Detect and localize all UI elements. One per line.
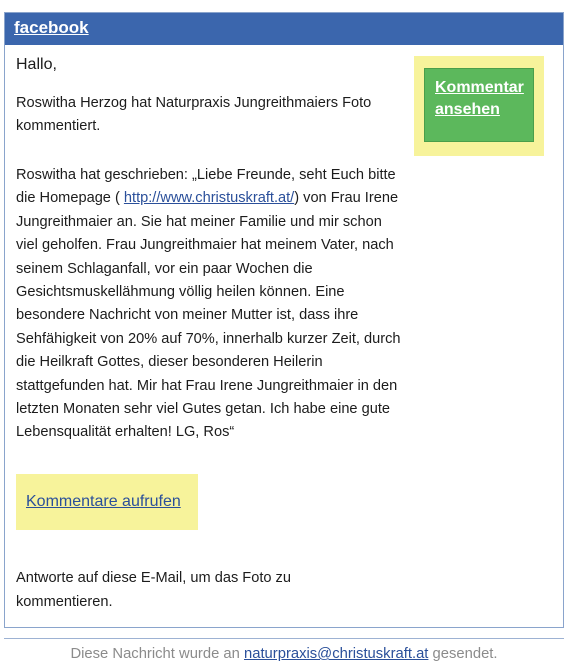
reply-instruction: Antworte auf diese E-Mail, um das Foto zu kommentieren. — [16, 569, 291, 610]
comment-intro: Roswitha hat geschrieben: „Liebe Freunde, seht Euch bitte die Homepage ( — [16, 167, 396, 207]
footer-divider — [4, 638, 564, 639]
view-comment-highlight — [414, 56, 544, 156]
footer-note — [4, 646, 564, 662]
facebook-header — [5, 13, 563, 45]
open-comments-link[interactable]: Kommentare aufrufen — [26, 493, 181, 510]
recipient-email-link[interactable]: naturpraxis@christuskraft.at — [243, 646, 429, 662]
comment-body: ) von Frau Irene Jungreithmaier an. Sie hat meiner Familie und mir schon viel geholfen. Frau Jungreithmaier hat meinem Vater, nach seinem Schlaganfall, vor ein paar Wochen die Gesichtsmuskellähmung völlig heilen können. Eine besondere Nachricht von meiner Mutter ist, dass ihre Sehfähigkeit von 20% auf 70%, innerhalb kurzer Zeit, durch die Heilkraft Gottes, dieser besonderen Heilerin stattgefunden hat. Mir hat Frau Irene Jungreithmaier in den letzten Monaten sehr viel Gutes getan. Ich habe eine gute Lebensqualität erhalten! LG, Ros“ — [16, 190, 401, 441]
comment-text — [16, 164, 404, 445]
homepage-link[interactable]: http://www.christuskraft.at/ — [123, 190, 295, 207]
notification-summary: Roswitha Herzog hat Naturpraxis Jungreithmaiers Foto kommentiert. — [16, 95, 372, 135]
greeting: Hallo, — [16, 56, 57, 73]
facebook-logo[interactable]: facebook — [14, 18, 89, 37]
open-comments-highlight — [16, 474, 198, 530]
footer-suffix: gesendet. — [428, 646, 498, 662]
view-comment-button[interactable]: Kommentar ansehen — [424, 68, 534, 142]
footer-prefix: Diese Nachricht wurde an — [70, 646, 244, 662]
